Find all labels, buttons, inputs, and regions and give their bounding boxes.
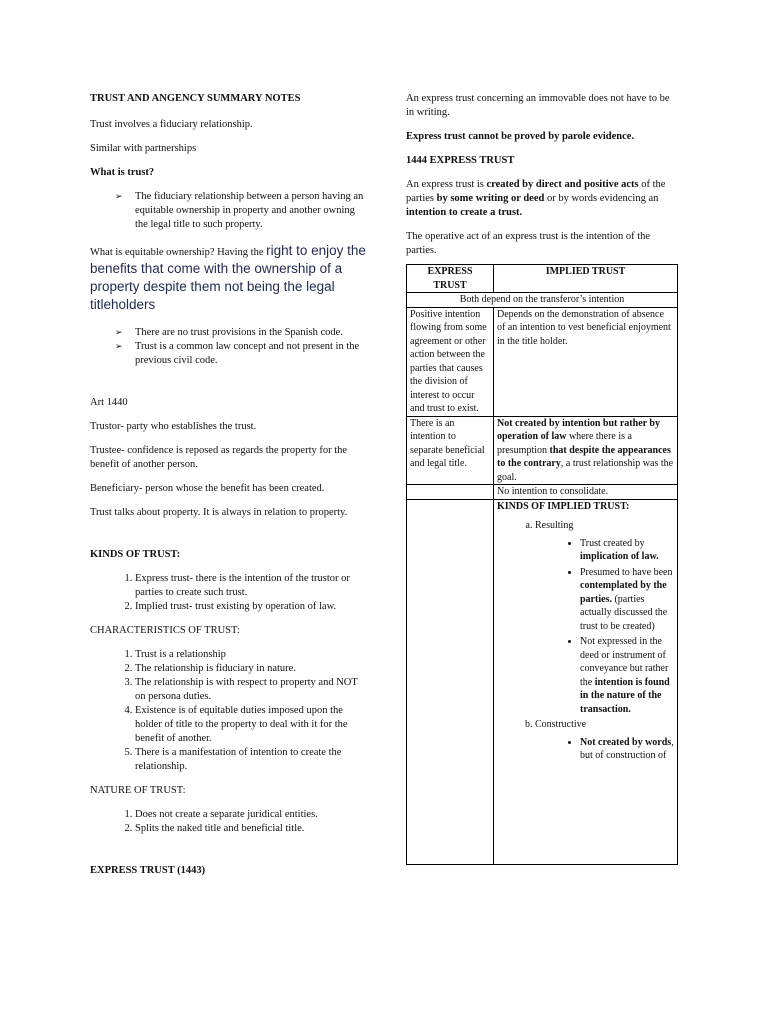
article-1444-heading: 1444 EXPRESS TRUST [406,155,515,166]
trustor-definition: Trustor- party who establishes the trust. [90,421,257,432]
page-title: TRUST AND ANGENCY SUMMARY NOTES [90,93,301,104]
table-cell: There is an intention to separate beneficial and legal title. [407,416,494,485]
list-item: 1. Trust is a relationship [135,648,370,662]
kinds-implied-heading: KINDS OF IMPLIED TRUST: [497,500,630,512]
intro-line-1: Trust involves a fiduciary relationship. [90,119,253,130]
text-run: Trust created by [580,537,645,549]
operative-act-note: The operative act of an express trust is the intention of the parties. [406,231,651,256]
list-item: 1. Express trust- there is the intention of the trustor or parties to create such trust. [135,572,370,600]
constructive-label: Constructive [535,719,587,730]
trust-comparison-table [406,264,678,865]
express-trust-definition [406,178,678,220]
list-item [580,736,674,763]
table-row-both: Both depend on the transferor’s intention [407,293,678,308]
question-what-is-trust: What is trust? [90,167,155,178]
list-item [580,537,674,564]
text-run: , a trust relationship was the goal. [497,458,674,483]
table-cell: No intention to consolidate. [494,485,678,500]
table-cell [494,499,678,864]
immovable-note: An express trust concerning an immovable does not have to be in writing. [406,93,670,118]
kinds-of-trust-heading: KINDS OF TRUST: [90,549,181,560]
kinds-implied-list [497,519,674,763]
list-item: 3. The relationship is with respect to property and NOT on persona duties. [135,676,370,704]
list-item: 4. Existence is of equitable duties imposed upon the holder of title to the property to deal with it for the benefit of another. [135,704,370,746]
table-cell: Positive intention flowing from some agreement or other action between the parties that causes the division of interest to occur and trust to exist. [407,307,494,416]
list-item: ➢ Trust is a common law concept and not present in the previous civil code. [135,340,370,368]
list-item [580,635,674,716]
list-item: 1. Does not create a separate juridical entities. [135,808,370,822]
list-item [580,566,674,634]
table-cell [407,499,494,864]
header-implied-trust: IMPLIED TRUST [494,265,678,293]
text-run: Not created by words [580,736,672,748]
article-1440: Art 1440 [90,397,128,408]
trustee-definition: Trustee- confidence is reposed as regards the property for the benefit of another person. [90,445,348,470]
resulting-label: Resulting [535,520,574,531]
text-run: , but of construction of [580,736,674,761]
table-cell: Depends on the demonstration of absence of an intention to vest beneficial enjoyment in the title holder. [494,307,678,416]
trust-notes-list [90,326,370,368]
list-item [535,718,674,763]
text-run: of the parties [406,179,666,204]
list-item: 2. The relationship is fiduciary in nature. [135,662,370,676]
text-run: An express trust is [406,179,487,190]
text-run: intention is found in the nature of the transaction. [580,676,670,715]
text-run: Not expressed in the deed or instrument of conveyance but rather the [580,636,669,688]
list-item: ➢ There are no trust provisions in the Spanish code. [135,326,370,340]
table-row [407,416,678,485]
right-column [406,92,678,865]
list-item: 2. Implied trust- trust existing by operation of law. [135,600,370,614]
text-run: by some writing or deed [436,193,545,204]
constructive-bullets [535,736,674,763]
intro-line-2: Similar with partnerships [90,143,197,154]
header-express-trust: EXPRESS TRUST [407,265,494,293]
text-run: implication of law. [580,551,659,562]
text-run: where there is a presumption [497,431,632,456]
resulting-bullets [535,537,674,717]
text-run: Presumed to have been [580,566,673,578]
left-column [90,92,370,888]
table-row [407,485,678,500]
text-run: (parties actually discussed the trust to be created) [580,593,668,632]
text-run: Not created by intention but rather by operation of law [497,417,660,442]
table-row [407,499,678,864]
nature-list [90,808,370,836]
text-run: created by direct and positive acts [486,179,639,190]
property-note: Trust talks about property. It is always in relation to property. [90,507,348,518]
express-trust-heading: EXPRESS TRUST (1443) [90,865,206,876]
equitable-question: What is equitable ownership? Having the [90,247,267,258]
kinds-of-trust-list [90,572,370,614]
text-run: that despite the appearances to the contrary [497,444,671,469]
table-row [407,307,678,416]
list-item: 2. Splits the naked title and beneficial title. [135,822,370,836]
text-run: contemplated by the parties. [580,580,667,605]
trust-definition-list [90,190,370,232]
table-cell [407,485,494,500]
characteristics-list [90,648,370,774]
list-item: 5. There is a manifestation of intention to create the relationship. [135,746,370,774]
characteristics-heading: CHARACTERISTICS OF TRUST: [90,625,240,636]
text-run: or by words evidencing an [544,193,659,204]
equitable-ownership-paragraph [90,242,370,314]
list-item [535,519,674,716]
text-run: intention to create a trust. [406,207,523,218]
table-cell [494,416,678,485]
beneficiary-definition: Beneficiary- person whose the benefit has been created. [90,483,325,494]
parole-evidence-note: Express trust cannot be proved by parole evidence. [406,131,635,142]
list-item: ➢ The fiduciary relationship between a person having an equitable ownership in property and another owning the legal title to such property. [135,190,370,232]
equitable-answer: right to enjoy the benefits that come with the ownership of a property despite them not being the legal titleholders [90,243,366,312]
nature-heading: NATURE OF TRUST: [90,785,186,796]
